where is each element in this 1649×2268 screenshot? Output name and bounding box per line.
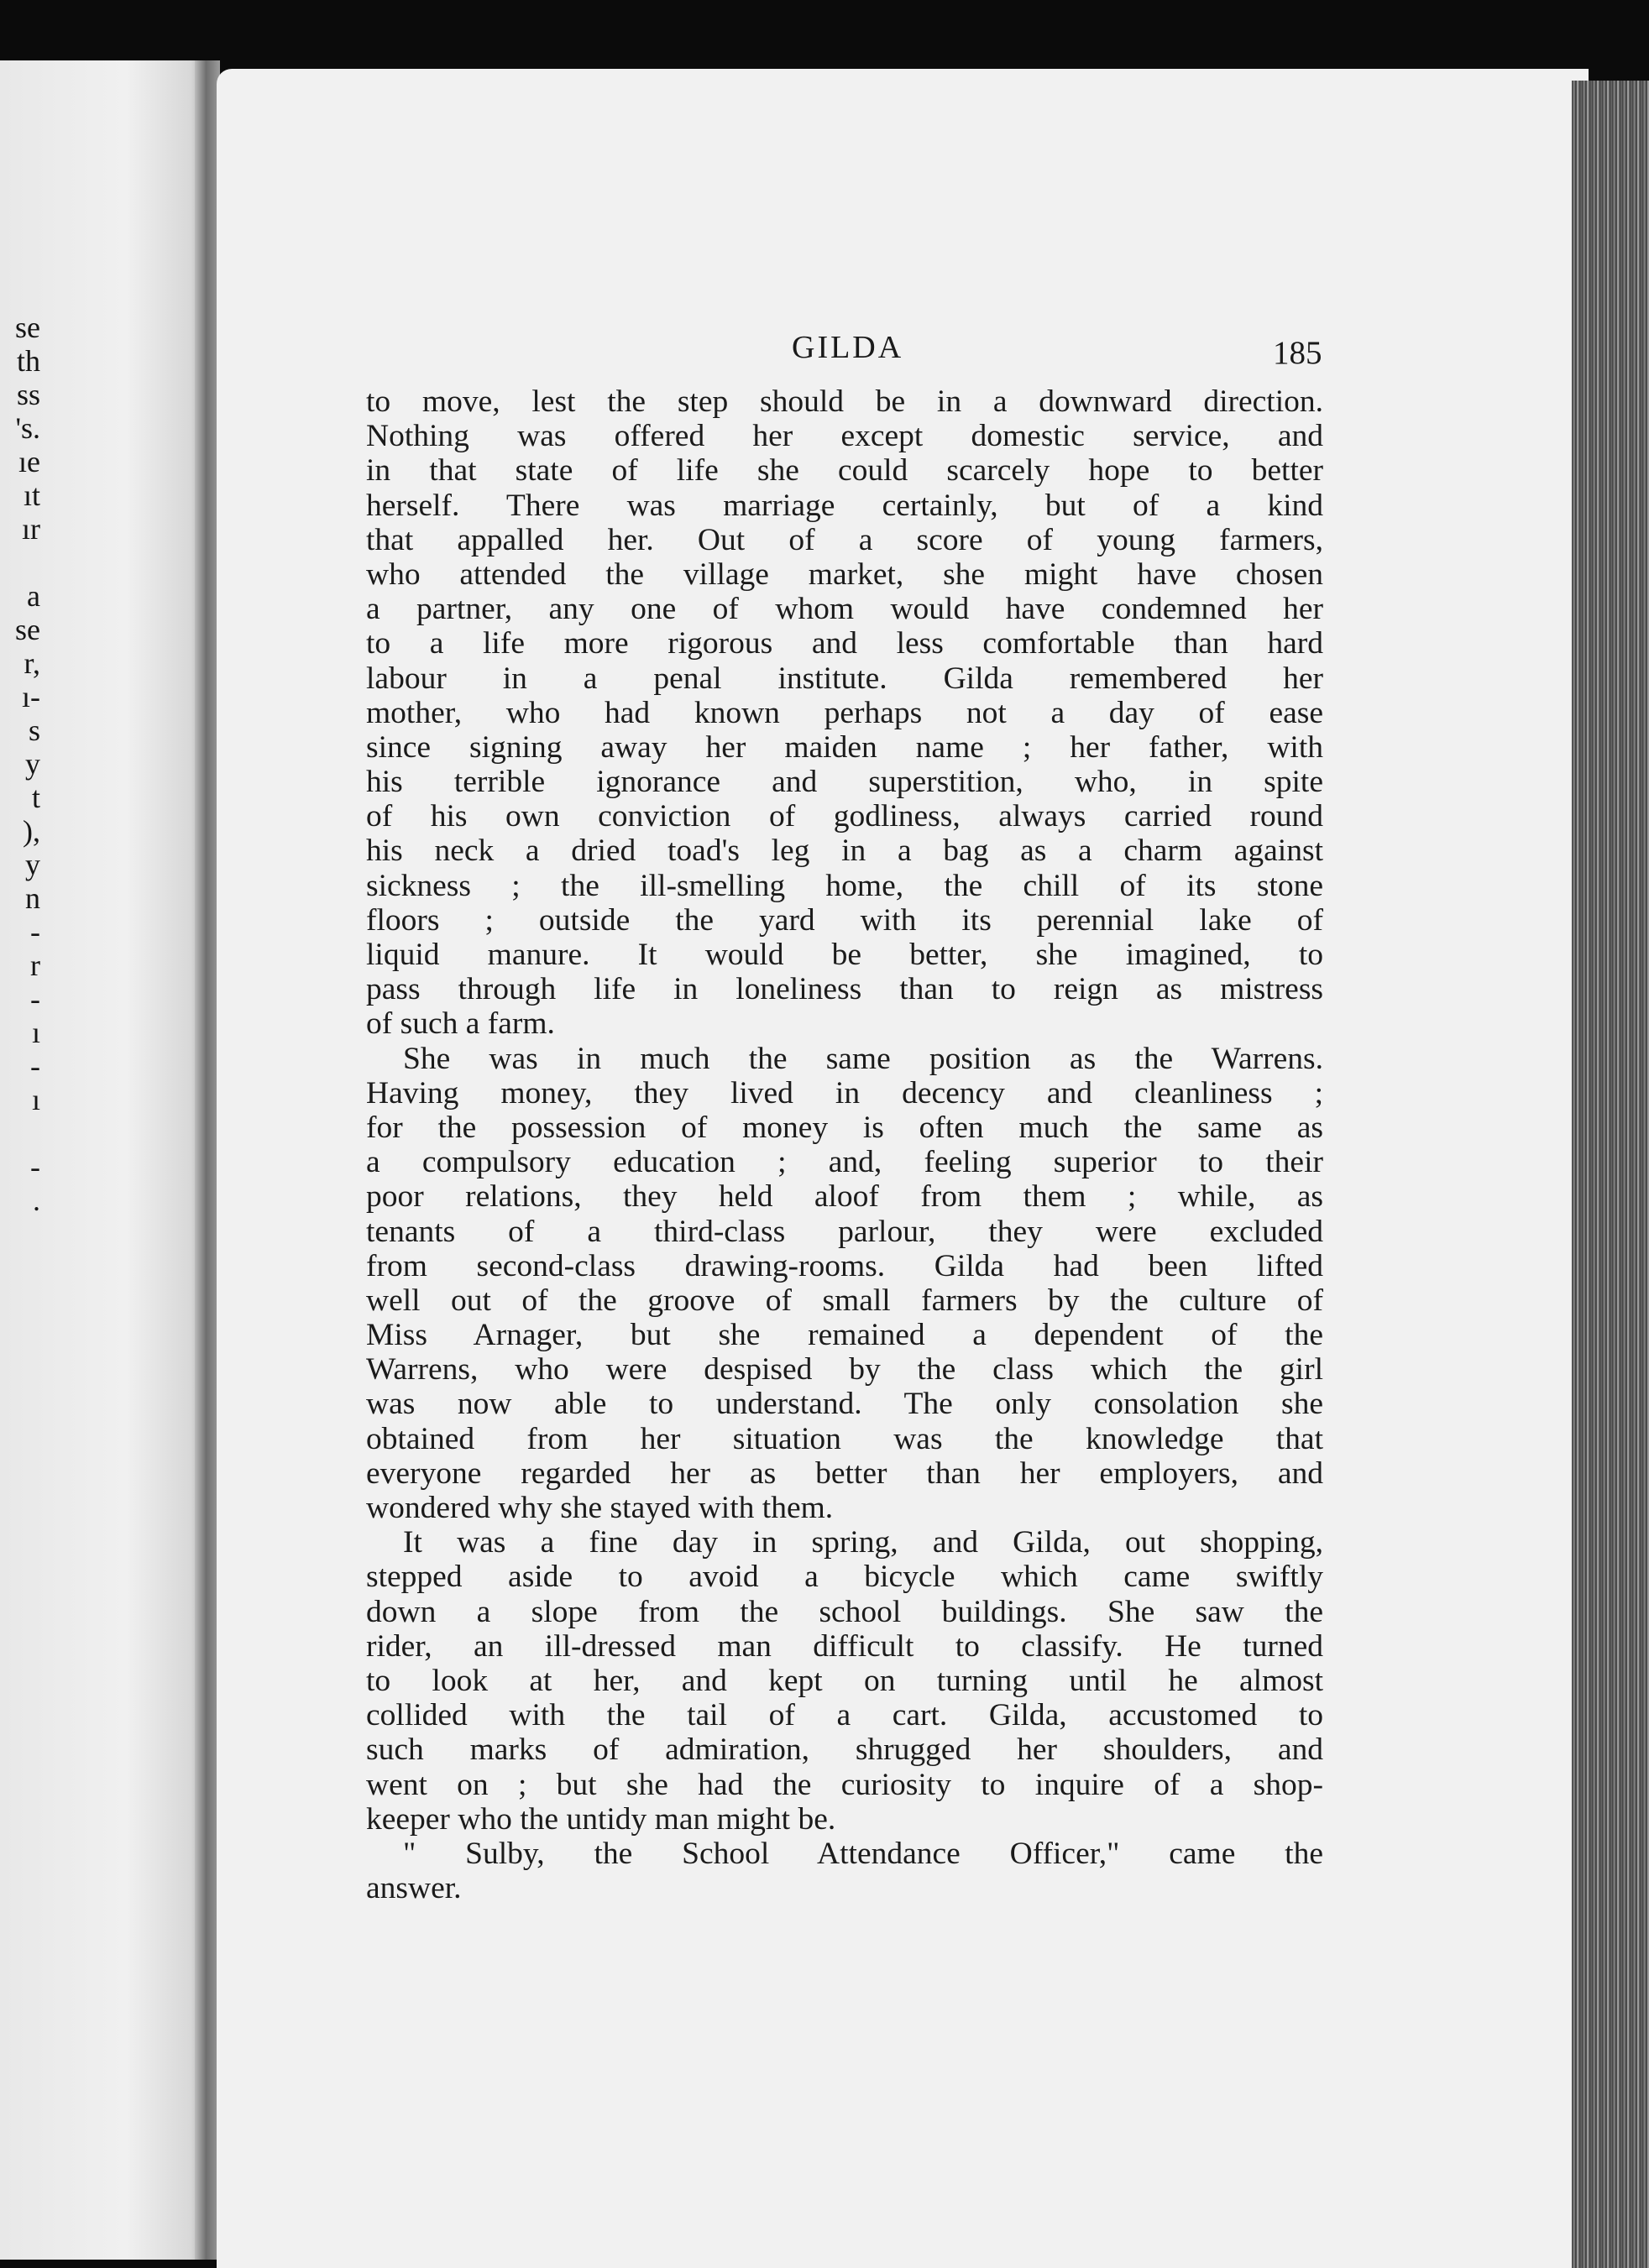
- text-line: liquid manure. It would be better, she imagined, to: [366, 938, 1323, 972]
- page-header: [217, 321, 1589, 371]
- facing-page-fragment: ),: [23, 814, 40, 848]
- facing-page-fragment: ır: [22, 512, 40, 546]
- book-page: [217, 69, 1589, 2268]
- facing-page-fragment: -: [30, 1150, 40, 1184]
- facing-page-fragment: t: [31, 781, 40, 814]
- facing-page-fragment: n: [25, 881, 40, 915]
- facing-page-fragment: .: [33, 1184, 40, 1217]
- facing-page-fragment: -: [30, 982, 40, 1016]
- text-line: his neck a dried toad's leg in a bag as a charm against: [366, 834, 1323, 869]
- text-line: of his own conviction of godliness, always carried round: [366, 799, 1323, 834]
- text-line: answer.: [366, 1871, 462, 1906]
- facing-page-fragment: -: [30, 1049, 40, 1083]
- text-line: tenants of a third-class parlour, they were excluded: [366, 1214, 1323, 1249]
- text-line: obtained from her situation was the knowledge that: [366, 1421, 1323, 1456]
- text-line: pass through life in loneliness than to reign as mistress: [366, 972, 1323, 1007]
- facing-page-fragment: ss: [16, 378, 40, 411]
- text-line: floors ; outside the yard with its perennial lake of: [366, 902, 1323, 938]
- text-line: since signing away her maiden name ; her father, with: [366, 729, 1323, 765]
- text-line: in that state of life she could scarcely hope to better: [366, 453, 1323, 489]
- text-line: It was a fine day in spring, and Gilda, out shopping,: [403, 1525, 1323, 1560]
- facing-page-fragment: th: [16, 344, 40, 378]
- text-line: who attended the village market, she might have chosen: [366, 557, 1323, 592]
- page-number: 185: [1273, 335, 1322, 371]
- facing-page-fragment: ı: [31, 1016, 40, 1049]
- text-line: Warrens, who were despised by the class which the girl: [366, 1352, 1323, 1387]
- text-line: well out of the groove of small farmers by the culture of: [366, 1283, 1323, 1318]
- text-line: went on ; but she had the curiosity to inquire of a shop-: [366, 1767, 1323, 1802]
- facing-page-fragment: se: [15, 311, 40, 344]
- text-line: a compulsory education ; and, feeling superior to their: [366, 1145, 1323, 1180]
- text-line: of such a farm.: [366, 1006, 555, 1042]
- text-line: from second-class drawing-rooms. Gilda had been lifted: [366, 1248, 1323, 1283]
- facing-page-fragment: se: [15, 613, 40, 646]
- text-line: for the possession of money is often much the same as: [366, 1110, 1323, 1145]
- text-line: herself. There was marriage certainly, but of a kind: [366, 488, 1323, 523]
- facing-page-fragment: ı-: [22, 680, 40, 713]
- book-fore-edge: [1572, 81, 1649, 2268]
- text-line: stepped aside to avoid a bicycle which came swiftly: [366, 1560, 1323, 1595]
- text-line: was now able to understand. The only consolation she: [366, 1387, 1323, 1422]
- facing-page-fragment: r,: [24, 646, 40, 680]
- text-line: collided with the tail of a cart. Gilda, accustomed to: [366, 1698, 1323, 1733]
- text-line: sickness ; the ill-smelling home, the chill of its stone: [366, 868, 1323, 903]
- facing-page-edge: [0, 60, 212, 2260]
- facing-page-fragment: [0, 546, 40, 579]
- text-line: to move, lest the step should be in a downward direction.: [366, 384, 1323, 419]
- text-line: his terrible ignorance and superstition, who, in spite: [366, 765, 1323, 800]
- facing-page-fragment: s: [28, 713, 40, 747]
- facing-page-text-fragments: [0, 311, 40, 1217]
- text-line: " Sulby, the School Attendance Officer," came the: [403, 1836, 1323, 1871]
- text-line: Miss Arnager, but she remained a dependent of the: [366, 1318, 1323, 1353]
- text-line: mother, who had known perhaps not a day of ease: [366, 695, 1323, 730]
- text-line: Having money, they lived in decency and cleanliness ;: [366, 1075, 1323, 1110]
- text-line: keeper who the untidy man might be.: [366, 1801, 836, 1837]
- facing-page-fragment: y: [25, 747, 40, 781]
- facing-page-fragment: 's.: [15, 411, 40, 445]
- facing-page-fragment: ıt: [23, 478, 40, 512]
- text-line: Nothing was offered her except domestic service, and: [366, 419, 1323, 454]
- facing-page-fragment: ı: [31, 1083, 40, 1116]
- text-line: She was in much the same position as the Warrens.: [403, 1041, 1323, 1076]
- text-line: to look at her, and kept on turning until he almost: [366, 1663, 1323, 1698]
- text-line: labour in a penal institute. Gilda remembered her: [366, 661, 1323, 696]
- text-line: wondered why she stayed with them.: [366, 1491, 834, 1525]
- text-line: down a slope from the school buildings. She saw the: [366, 1594, 1323, 1629]
- facing-page-fragment: ıe: [18, 445, 40, 478]
- facing-page-fragment: r: [30, 948, 40, 982]
- facing-page-fragment: -: [30, 915, 40, 948]
- text-line: a partner, any one of whom would have condemned her: [366, 592, 1323, 627]
- body-text: [366, 384, 1323, 1905]
- text-line: everyone regarded her as better than her employers, and: [366, 1455, 1323, 1491]
- facing-page-fragment: y: [25, 848, 40, 881]
- facing-page-fragment: a: [27, 579, 40, 613]
- text-line: rider, an ill-dressed man difficult to classify. He turned: [366, 1628, 1323, 1664]
- facing-page-fragment: [0, 1116, 40, 1150]
- text-line: poor relations, they held aloof from them ; while, as: [366, 1179, 1323, 1215]
- text-line: that appalled her. Out of a score of young farmers,: [366, 522, 1323, 557]
- text-line: to a life more rigorous and less comfortable than hard: [366, 626, 1323, 661]
- running-head: GILDA: [792, 330, 904, 365]
- text-line: such marks of admiration, shrugged her shoulders, and: [366, 1732, 1323, 1768]
